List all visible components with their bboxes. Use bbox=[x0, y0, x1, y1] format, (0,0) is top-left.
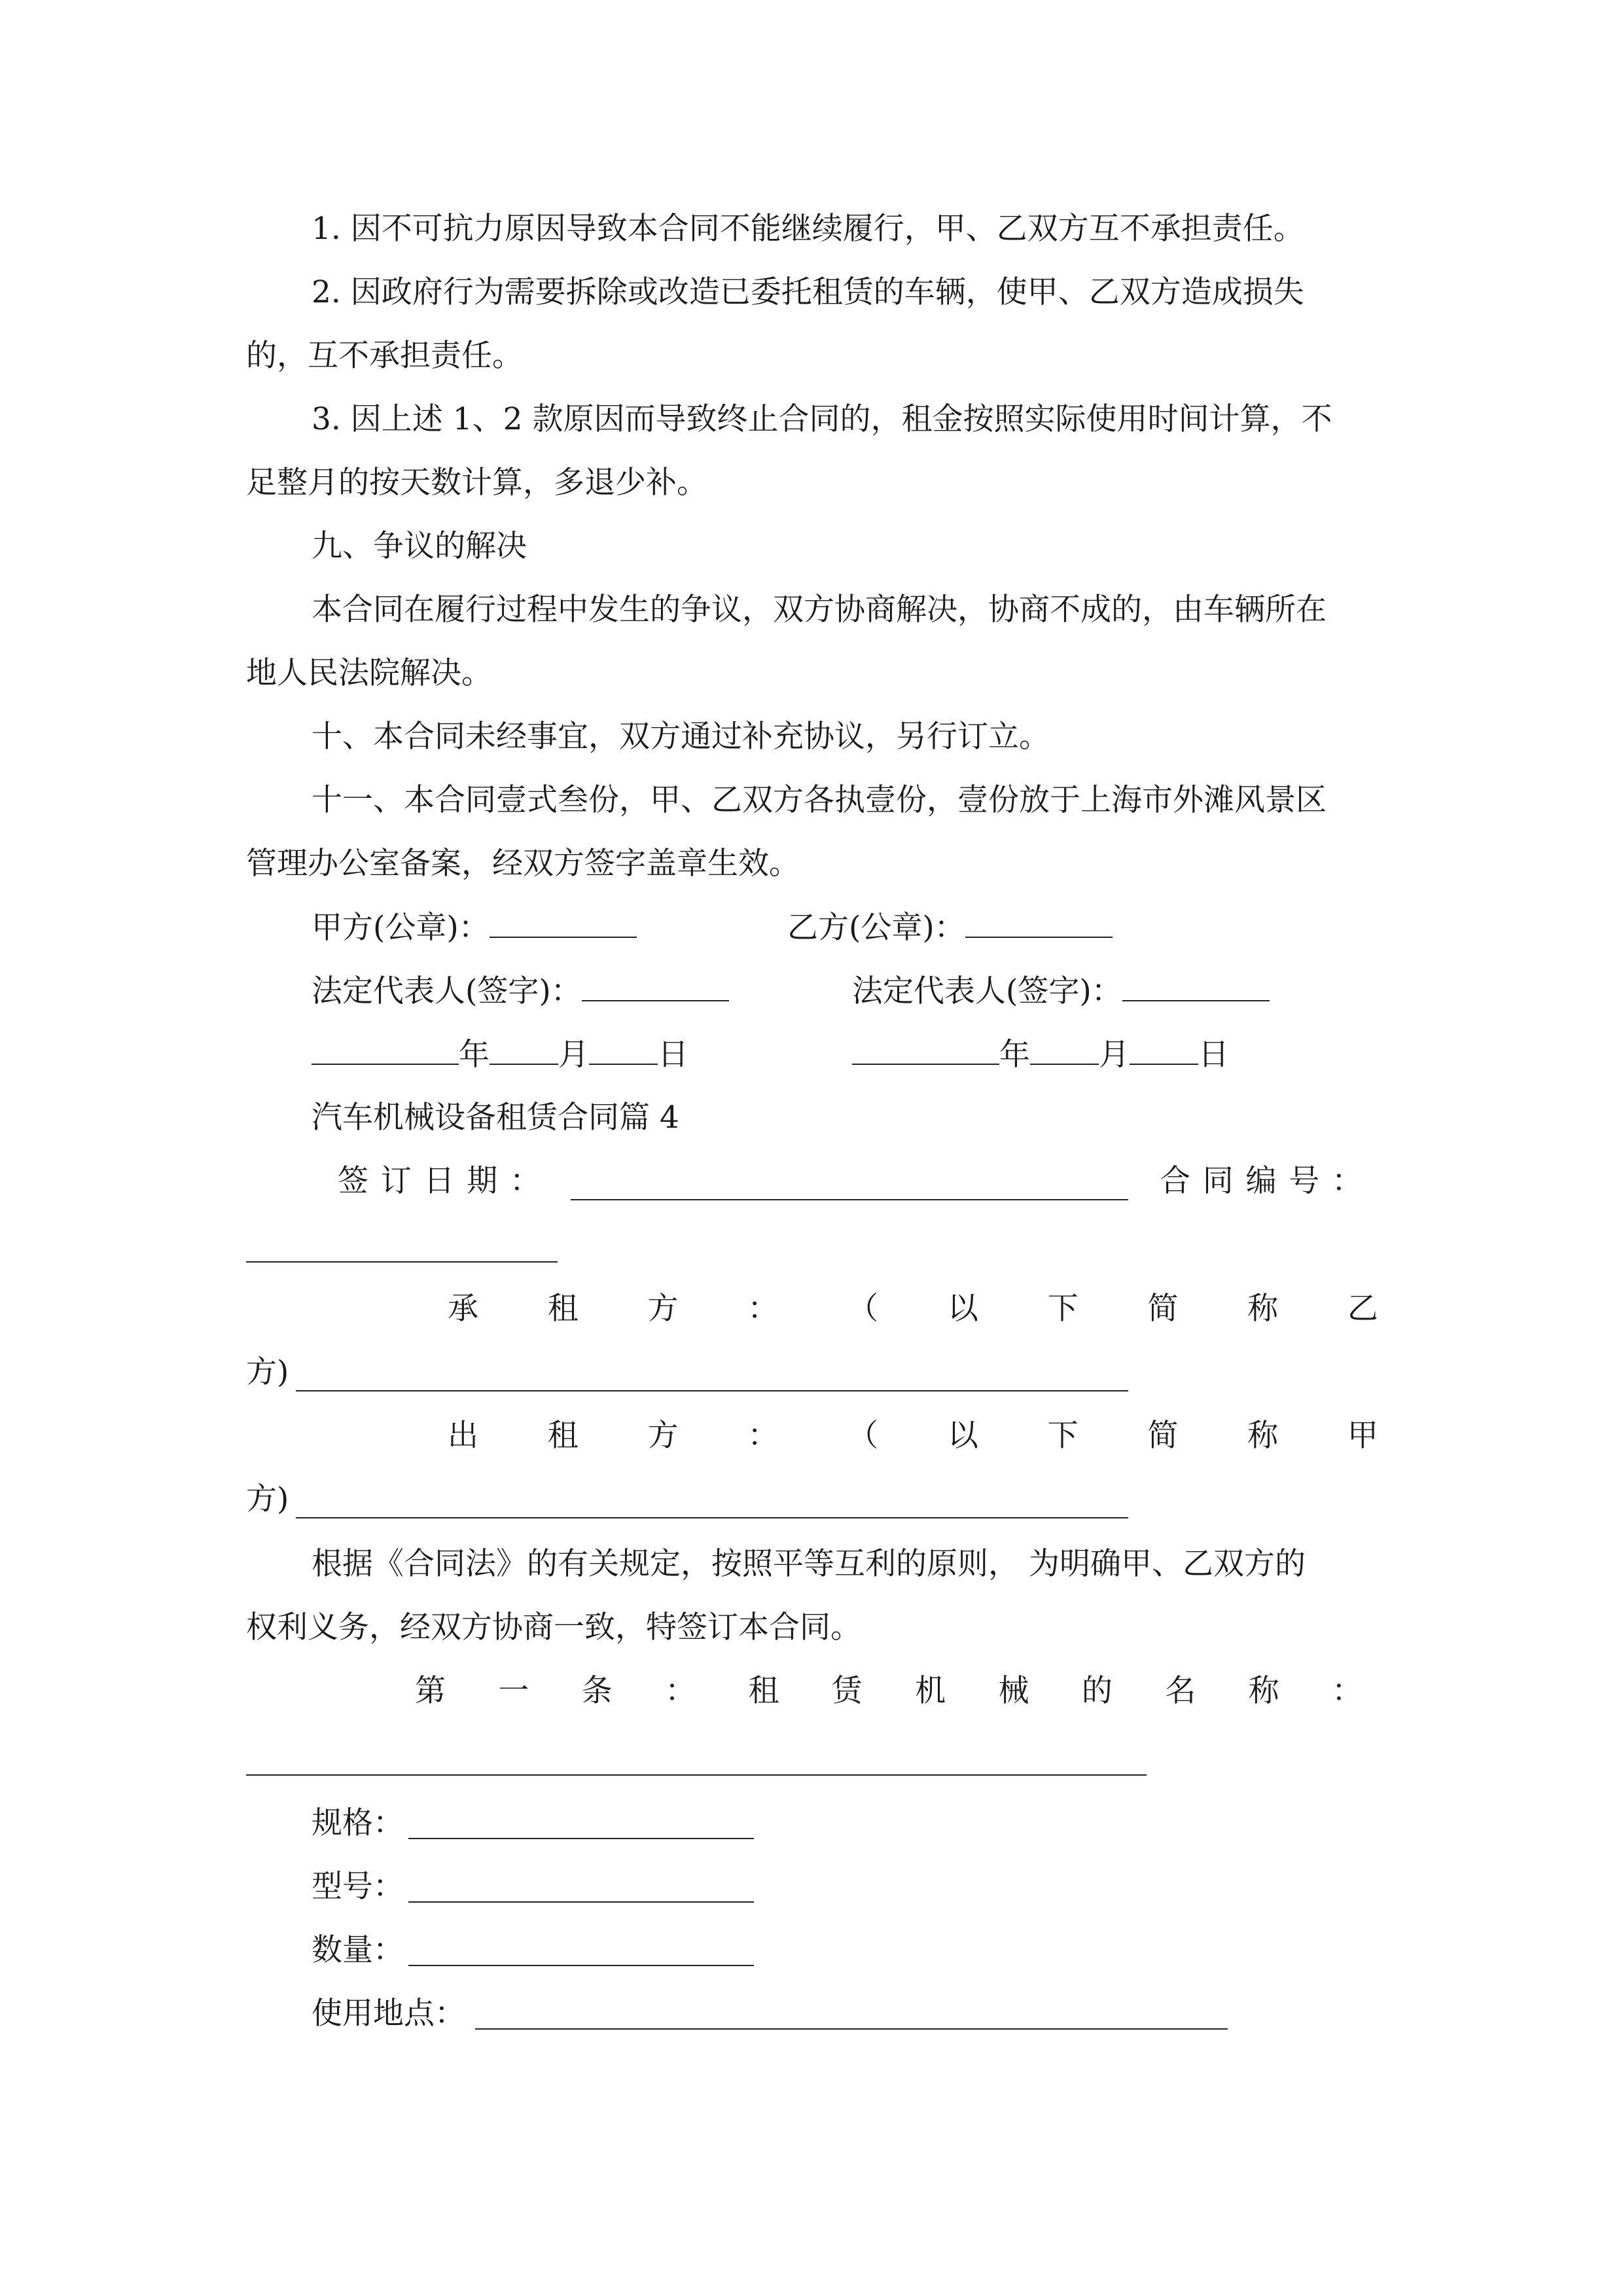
lessee-blank[interactable] bbox=[296, 1390, 1128, 1391]
spec-row bbox=[312, 1804, 404, 1843]
date-a-month-label: 月 bbox=[558, 1037, 589, 1073]
contract-4-title: 汽车机械设备租赁合同篇 4 bbox=[312, 1100, 679, 1136]
lessor-char: 简 bbox=[1147, 1418, 1179, 1454]
date-a-year-blank[interactable] bbox=[312, 1035, 459, 1065]
rep-a-blank[interactable] bbox=[582, 971, 729, 1001]
clause-item-2-line1: 2. 因政府行为需要拆除或改造已委托租赁的车辆，使甲、乙双方造成损失 bbox=[312, 274, 1304, 310]
lessee-char: 乙 bbox=[1347, 1291, 1378, 1327]
lessor-char: 下 bbox=[1047, 1418, 1079, 1454]
contract-no-blank[interactable] bbox=[246, 1261, 558, 1263]
location-blank[interactable] bbox=[475, 2028, 1228, 2030]
lessor-tail-text: 方) bbox=[246, 1481, 289, 1517]
date-a-month-blank[interactable] bbox=[490, 1035, 558, 1065]
lessee-char: 简 bbox=[1147, 1291, 1179, 1327]
section-11-line2: 管理办公室备案，经双方签字盖章生效。 bbox=[246, 846, 800, 882]
sign-date-char: 日 bbox=[423, 1163, 455, 1199]
contract-no-char: 编 bbox=[1245, 1163, 1277, 1199]
party-b-seal-label: 乙方(公章)： bbox=[787, 910, 965, 946]
lessor-char: 以 bbox=[947, 1418, 978, 1454]
article-1-char: 机 bbox=[915, 1673, 946, 1709]
quantity-blank[interactable] bbox=[408, 1965, 754, 1966]
section-9-line2: 地人民法院解决。 bbox=[246, 655, 492, 691]
lessee-char: （ bbox=[847, 1291, 879, 1327]
date-a-day-blank[interactable] bbox=[589, 1035, 658, 1065]
section-9-line1: 本合同在履行过程中发生的争议，双方协商解决，协商不成的，由车辆所在 bbox=[312, 592, 1327, 628]
lessee-tail-text: 方) bbox=[246, 1354, 289, 1390]
date-a-day-label: 日 bbox=[658, 1037, 688, 1073]
sign-date-char: 期 bbox=[467, 1163, 498, 1199]
date-b-day-blank[interactable] bbox=[1130, 1035, 1198, 1065]
article-1-char: 称 bbox=[1248, 1673, 1279, 1709]
article-1-char: 第 bbox=[415, 1673, 446, 1709]
lessee-char: 方 bbox=[647, 1291, 679, 1327]
quantity-label: 数量： bbox=[312, 1932, 404, 1968]
lessee-char: 以 bbox=[947, 1291, 978, 1327]
clause-item-3-line1: 3. 因上述 1、2 款原因而导致终止合同的，租金按照实际使用时间计算，不 bbox=[312, 401, 1332, 437]
sign-date-char: 签 bbox=[338, 1163, 368, 1199]
contract-no-label bbox=[1160, 1162, 1363, 1201]
article-1-char: 械 bbox=[998, 1673, 1029, 1709]
contract-no-char: 同 bbox=[1202, 1163, 1234, 1199]
rep-b-sign bbox=[852, 971, 1270, 1011]
sign-date-char: ： bbox=[510, 1163, 541, 1199]
lessee-char: ： bbox=[747, 1291, 779, 1327]
article-1-label bbox=[415, 1672, 1363, 1711]
date-b bbox=[852, 1035, 1229, 1075]
lessee-char: 称 bbox=[1247, 1291, 1279, 1327]
lessor-char: ： bbox=[747, 1418, 779, 1454]
section-11-line1: 十一、本合同壹式叁份，甲、乙双方各执壹份，壹份放于上海市外滩风景区 bbox=[312, 782, 1327, 818]
section-9-title: 九、争议的解决 bbox=[312, 528, 527, 564]
lessor-label bbox=[448, 1416, 1378, 1456]
model-blank[interactable] bbox=[408, 1901, 754, 1903]
lessor-char: 租 bbox=[547, 1418, 579, 1454]
basis-line1: 根据《合同法》的有关规定，按照平等互利的原则， 为明确甲、乙双方的 bbox=[312, 1546, 1306, 1582]
sign-date-char: 订 bbox=[380, 1163, 412, 1199]
article-1-char: 的 bbox=[1081, 1673, 1113, 1709]
sign-date-blank[interactable] bbox=[571, 1199, 1128, 1200]
quantity-row bbox=[312, 1931, 404, 1970]
rep-b-blank[interactable] bbox=[1122, 971, 1270, 1001]
party-a-seal-label: 甲方(公章)： bbox=[312, 910, 490, 946]
date-b-month-blank[interactable] bbox=[1030, 1035, 1099, 1065]
clause-item-3-line2: 足整月的按天数计算，多退少补。 bbox=[246, 465, 707, 501]
date-a bbox=[312, 1035, 688, 1075]
lessee-char: 租 bbox=[547, 1291, 579, 1327]
article-1-char: ： bbox=[665, 1673, 696, 1709]
section-10: 十、本合同未经事宜，双方通过补充协议，另行订立。 bbox=[312, 719, 1050, 755]
date-b-day-label: 日 bbox=[1198, 1037, 1229, 1073]
lessee-label bbox=[448, 1289, 1378, 1329]
article-1-char: 名 bbox=[1165, 1673, 1196, 1709]
sign-date-label bbox=[338, 1162, 541, 1201]
spec-label: 规格： bbox=[312, 1805, 404, 1841]
lessee-tail bbox=[246, 1353, 289, 1392]
clause-item-1: 1. 因不可抗力原因导致本合同不能继续履行，甲、乙双方互不承担责任。 bbox=[312, 211, 1304, 247]
spec-blank[interactable] bbox=[408, 1838, 754, 1839]
lessor-char: 方 bbox=[647, 1418, 679, 1454]
lessee-char: 承 bbox=[448, 1291, 478, 1327]
lessor-tail bbox=[246, 1480, 289, 1519]
rep-b-label: 法定代表人(签字)： bbox=[852, 973, 1122, 1009]
contract-no-char: ： bbox=[1332, 1163, 1363, 1199]
party-b-seal bbox=[787, 908, 1113, 948]
contract-no-char: 合 bbox=[1160, 1163, 1190, 1199]
party-a-seal-blank[interactable] bbox=[490, 908, 637, 938]
lessee-char: 下 bbox=[1047, 1291, 1079, 1327]
model-row bbox=[312, 1867, 404, 1907]
clause-item-2-line2: 的，互不承担责任。 bbox=[246, 338, 523, 374]
rep-a-label: 法定代表人(签字)： bbox=[312, 973, 582, 1009]
lessor-char: 出 bbox=[448, 1418, 478, 1454]
party-b-seal-blank[interactable] bbox=[965, 908, 1113, 938]
contract-no-char: 号 bbox=[1289, 1163, 1320, 1199]
rep-a-sign bbox=[312, 971, 729, 1011]
date-b-month-label: 月 bbox=[1099, 1037, 1130, 1073]
model-label: 型号： bbox=[312, 1869, 404, 1905]
date-b-year-label: 年 bbox=[999, 1037, 1030, 1073]
basis-line2: 权利义务，经双方协商一致，特签订本合同。 bbox=[246, 1609, 861, 1645]
lessor-blank[interactable] bbox=[296, 1517, 1128, 1518]
date-a-year-label: 年 bbox=[459, 1037, 490, 1073]
article-1-char: 租 bbox=[748, 1673, 779, 1709]
article-1-char: 一 bbox=[498, 1673, 529, 1709]
location-row bbox=[312, 1994, 465, 2034]
date-b-year-blank[interactable] bbox=[852, 1035, 999, 1065]
article-1-char: 赁 bbox=[831, 1673, 863, 1709]
lessor-char: 称 bbox=[1247, 1418, 1279, 1454]
machine-name-blank[interactable] bbox=[246, 1774, 1147, 1776]
lessor-char: 甲 bbox=[1347, 1418, 1378, 1454]
lessor-char: （ bbox=[847, 1418, 879, 1454]
article-1-char: 条 bbox=[581, 1673, 613, 1709]
party-a-seal bbox=[312, 908, 637, 948]
location-label: 使用地点： bbox=[312, 1996, 465, 2032]
article-1-char: ： bbox=[1331, 1673, 1363, 1709]
